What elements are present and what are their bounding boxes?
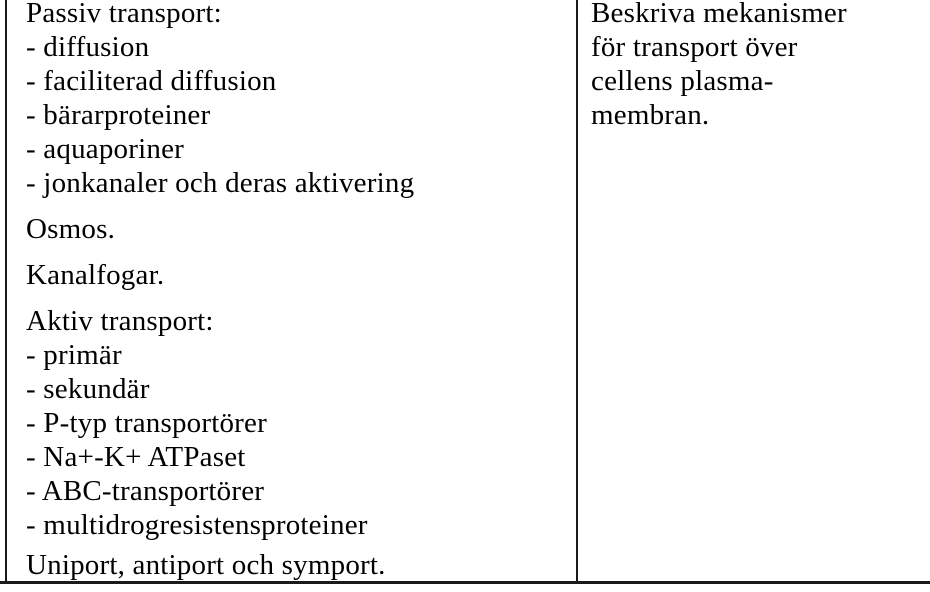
text-line: Osmos. bbox=[26, 213, 116, 245]
learning-objective-cell bbox=[591, 0, 926, 132]
table-border-left bbox=[5, 0, 7, 583]
text-line: Kanalfogar. bbox=[26, 259, 165, 291]
text-line: - multidrogresistensproteiner bbox=[26, 509, 368, 541]
text-line: - bärarproteiner bbox=[26, 99, 211, 131]
text-line: - faciliterad diffusion bbox=[26, 65, 277, 97]
text-line: membran. bbox=[591, 99, 710, 131]
text-line: - ABC-transportörer bbox=[26, 475, 265, 507]
text-line: - P-typ transportörer bbox=[26, 407, 267, 439]
uniport-block bbox=[26, 548, 571, 582]
text-line: - jonkanaler och deras aktivering bbox=[26, 167, 415, 199]
text-line: - aquaporiner bbox=[26, 133, 184, 165]
text-line: för transport över bbox=[591, 31, 798, 63]
text-line: - primär bbox=[26, 339, 122, 371]
text-line: Uniport, antiport och symport. bbox=[26, 549, 386, 581]
kanalfogar-block bbox=[26, 258, 571, 292]
table-column-divider bbox=[576, 0, 578, 583]
active-transport-block bbox=[26, 304, 571, 542]
text-line: Beskriva mekanismer bbox=[591, 0, 847, 29]
passive-transport-block bbox=[26, 0, 571, 200]
osmos-block bbox=[26, 212, 571, 246]
text-line: - sekundär bbox=[26, 373, 150, 405]
objective-block bbox=[591, 0, 926, 132]
text-line: - diffusion bbox=[26, 31, 150, 63]
text-line: Aktiv transport: bbox=[26, 305, 214, 337]
text-line: cellens plasma- bbox=[591, 65, 774, 97]
text-line: - Na+-K+ ATPaset bbox=[26, 441, 246, 473]
course-content-cell bbox=[26, 0, 571, 582]
text-line: Passiv transport: bbox=[26, 0, 222, 29]
